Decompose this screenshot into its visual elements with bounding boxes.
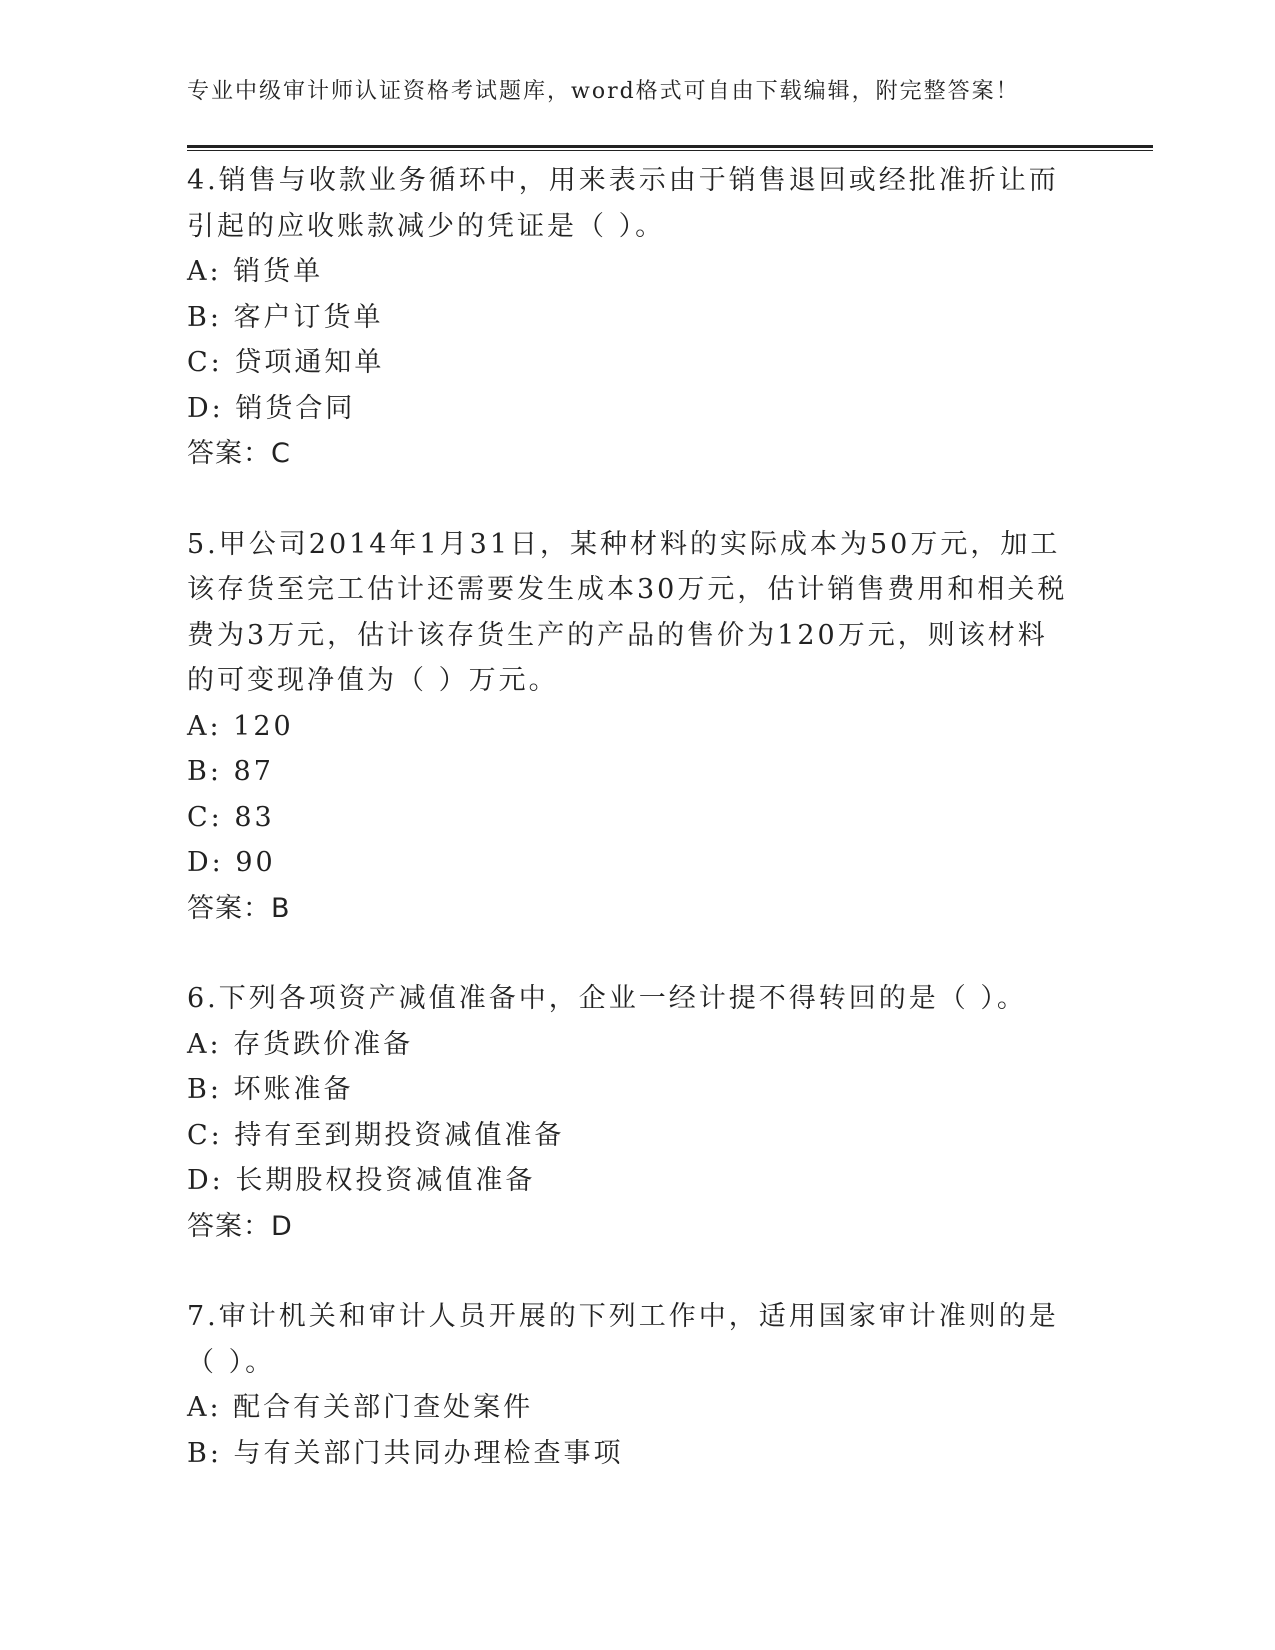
option-c: C: 83	[187, 801, 275, 833]
question-4	[187, 158, 1087, 477]
option-c: C: 贷项通知单	[187, 347, 385, 378]
option-d: D: 90	[187, 847, 276, 878]
option-a: A: 120	[187, 710, 294, 742]
question-stem: 7.审计机关和审计人员开展的下列工作中，适用国家审计准则的是（ ）。	[187, 1301, 1059, 1378]
option-c: C: 持有至到期投资减值准备	[187, 1119, 565, 1151]
answer-line: 答案：D	[187, 1210, 293, 1242]
option-d: D: 长期股权投资减值准备	[187, 1165, 536, 1196]
option-b: B: 坏账准备	[187, 1074, 354, 1105]
question-5	[187, 522, 1087, 932]
question-list	[187, 158, 1087, 1521]
question-6	[187, 976, 1087, 1249]
question-7	[187, 1294, 1087, 1476]
option-a: A: 配合有关部门查处案件	[187, 1392, 534, 1423]
header-rule-thin	[187, 150, 1153, 151]
option-b: B: 与有关部门共同办理检查事项	[187, 1437, 624, 1469]
question-stem: 6.下列各项资产减值准备中，企业一经计提不得转回的是（ ）。	[187, 983, 1027, 1014]
option-b: B: 客户订货单	[187, 301, 384, 333]
option-b: B: 87	[187, 756, 274, 787]
option-a: A: 存货跌价准备	[187, 1028, 414, 1060]
option-a: A: 销货单	[187, 256, 324, 287]
page-header: 专业中级审计师认证资格考试题库，word格式可自由下载编辑，附完整答案！	[187, 79, 1020, 104]
answer-line: 答案：B	[187, 892, 291, 924]
question-stem: 4.销售与收款业务循环中，用来表示由于销售退回或经批准折让而引起的应收账款减少的凭证是（ ）。	[187, 165, 1059, 242]
question-stem: 5.甲公司2014年1月31日，某种材料的实际成本为50万元，加工该存货至完工估计还需要发生成本30万元，估计销售费用和相关税费为3万元，估计该存货生产的产品的售价为120万元，则该材料的可变现净值为（ ）万元。	[187, 528, 1068, 696]
option-d: D: 销货合同	[187, 392, 356, 424]
answer-line: 答案：C	[187, 438, 291, 469]
header-rule-thick	[187, 145, 1153, 148]
